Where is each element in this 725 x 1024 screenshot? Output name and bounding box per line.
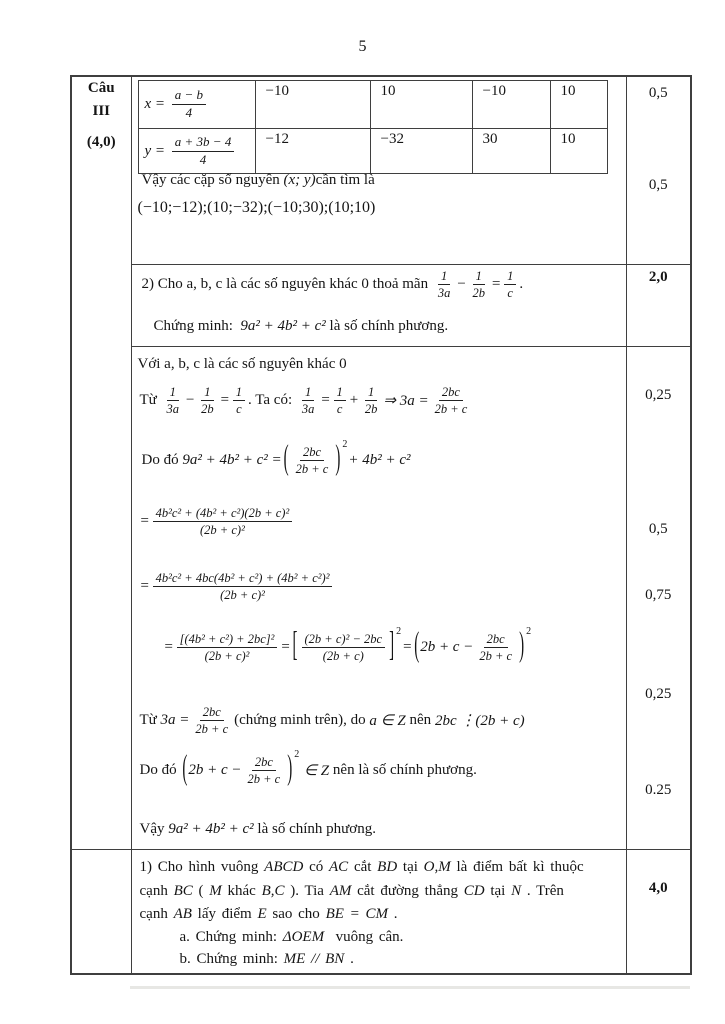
plain-text: vuông cân. — [329, 929, 404, 945]
open-delimiter: ( — [182, 750, 188, 789]
math-text: ΔOEM — [282, 929, 330, 945]
fraction-numerator: 1 — [334, 384, 346, 401]
solution-step-5 — [140, 570, 336, 604]
exponent: 2 — [294, 749, 300, 760]
score-value: 2,0 — [648, 269, 668, 285]
math-text: 2b + c − — [188, 762, 242, 779]
score-value: 0,75 — [645, 587, 672, 603]
bracket-group — [181, 749, 300, 789]
prove-statement-line — [154, 318, 449, 335]
exponent: 2 — [342, 439, 348, 450]
math-text: BD — [377, 859, 403, 875]
fraction-numerator: 1 — [365, 384, 377, 401]
fraction-denominator: (2b + c)² — [200, 523, 245, 538]
fraction — [153, 505, 293, 539]
fraction — [245, 754, 284, 788]
math-text: = — [163, 639, 174, 656]
math-text: E — [257, 906, 273, 922]
plain-text: tại — [402, 859, 424, 875]
plain-text: Vậy các cặp số nguyên — [141, 172, 284, 188]
fraction — [164, 384, 183, 418]
fraction-numerator: 1 — [473, 268, 485, 285]
fraction — [435, 268, 454, 302]
fraction — [192, 704, 231, 738]
plain-text: Vậy — [139, 821, 169, 837]
score-value: 0.25 — [645, 782, 672, 798]
bracket-group — [413, 626, 532, 666]
open-delimiter: ( — [414, 627, 420, 666]
math-text: − — [456, 276, 467, 293]
math-text: y = — [144, 142, 169, 159]
solution-pairs-line — [138, 199, 376, 217]
score-value: 0,5 — [648, 521, 668, 537]
fraction-denominator: 2b + c — [295, 462, 329, 477]
fraction-denominator: 2b — [364, 402, 378, 417]
fraction-denominator: 2b — [201, 402, 214, 417]
fraction — [469, 268, 488, 302]
plain-text: cạnh — [139, 883, 174, 899]
close-delimiter: ) — [335, 440, 341, 479]
fraction-denominator: 4 — [185, 105, 193, 120]
score-cell-row-a — [626, 76, 691, 265]
math-text: 9a² + 4b² + c² — [168, 821, 258, 837]
fraction-denominator: (2b + c)² — [204, 649, 250, 664]
y-value-cell: −32 — [370, 129, 472, 174]
fraction-denominator: 2b — [472, 286, 485, 301]
plain-text: có — [309, 859, 330, 875]
fraction — [334, 384, 346, 418]
geometry-question-line-1 — [140, 856, 584, 878]
plain-text: b. Chứng minh: — [179, 951, 284, 967]
plain-text: . Trên — [526, 883, 564, 899]
table-row — [138, 129, 607, 174]
question-label-line1: Câu — [87, 80, 115, 96]
fraction-numerator: a − b — [172, 87, 206, 105]
x-formula — [145, 81, 255, 128]
plain-text: cần tìm là — [315, 172, 375, 188]
score-cell-row-c — [626, 347, 691, 850]
fraction-denominator: c — [236, 402, 242, 417]
math-text: BE = CM — [325, 906, 394, 922]
fraction — [293, 444, 332, 478]
bracket-group — [292, 626, 402, 666]
open-delimiter: ( — [283, 440, 289, 479]
conclusion-line — [142, 172, 375, 189]
plain-text: (chứng minh trên), do — [234, 712, 370, 729]
plain-text: Từ — [139, 712, 161, 729]
close-delimiter: ) — [287, 750, 293, 789]
plain-text: là điểm bất kì thuộc — [456, 859, 584, 875]
fraction-denominator: (2b + c)² — [220, 588, 265, 603]
question-number-cell-empty — [71, 850, 131, 975]
geometry-question-line-2 — [140, 880, 564, 902]
math-text: + — [348, 392, 359, 409]
answer-table — [70, 75, 692, 975]
math-text: N — [511, 883, 527, 899]
bracket-group — [283, 439, 348, 479]
fraction — [432, 384, 471, 418]
math-text: = — [280, 639, 291, 656]
exponent: 2 — [396, 626, 402, 637]
fraction-denominator: 2b + c — [479, 649, 513, 664]
fraction — [362, 384, 381, 418]
fraction-denominator: 3a — [301, 402, 315, 417]
close-delimiter: ] — [389, 627, 395, 666]
plain-text: nên là số chính phương. — [332, 762, 477, 779]
fraction-denominator: c — [336, 402, 343, 417]
plain-text: Với a, b, c là các số nguyên khác 0 — [137, 356, 347, 372]
math-text: ∈ Z — [300, 763, 333, 780]
math-text: = — [402, 639, 413, 656]
math-text: BC — [173, 883, 199, 899]
fraction-numerator: 1 — [167, 384, 179, 401]
math-text: = — [139, 578, 150, 595]
plain-text: . — [519, 276, 524, 293]
content-cell-row-b — [131, 265, 626, 347]
y-formula — [145, 129, 255, 173]
fraction — [233, 384, 245, 418]
plain-text: nên — [409, 712, 435, 729]
math-text: = — [219, 392, 230, 409]
close-delimiter: ) — [519, 627, 525, 666]
plain-text: cắt — [353, 859, 378, 875]
group-content — [420, 631, 518, 665]
open-delimiter: [ — [292, 627, 298, 666]
scan-artifact-band — [130, 986, 690, 989]
plain-text: là số chính phương. — [325, 318, 449, 334]
geometry-question-line-3 — [140, 903, 398, 925]
table-row — [71, 850, 691, 975]
fraction — [302, 631, 386, 665]
content-cell-row-d — [131, 850, 626, 975]
fraction-numerator: 2bc — [439, 384, 463, 401]
fraction — [476, 631, 515, 665]
plain-text: Chứng minh: — [153, 318, 241, 334]
table-row — [71, 347, 691, 850]
fraction-numerator: 2bc — [300, 444, 324, 461]
plain-text: cạnh — [139, 906, 174, 922]
xy-values-table — [138, 80, 608, 174]
fraction-denominator: 4 — [199, 151, 207, 167]
fraction — [299, 384, 318, 418]
plain-text: (−10;−12);(10;−32);(−10;30);(10;10) — [137, 199, 376, 216]
math-text: = — [320, 392, 331, 409]
y-formula-cell — [138, 129, 255, 174]
plain-text: . — [350, 951, 354, 967]
question-2-line — [142, 268, 524, 302]
plain-text: Do đó — [141, 452, 183, 469]
table-row — [71, 76, 691, 265]
plain-text: là số chính phương. — [257, 821, 376, 837]
score-cell-row-b — [626, 265, 691, 347]
fraction-denominator: 2b + c — [434, 402, 468, 417]
math-text: 9a² + 4b² + c² = — [182, 452, 282, 469]
math-text: 3a = — [160, 712, 190, 729]
math-text: + 4b² + c² — [348, 452, 411, 469]
group-content — [290, 444, 335, 478]
plain-text: ( — [198, 883, 210, 899]
score-cell-row-d — [626, 850, 691, 975]
math-text: AB — [173, 906, 198, 922]
fraction — [172, 87, 206, 122]
fraction — [177, 631, 278, 665]
x-value-cell: 10 — [370, 81, 472, 129]
solution-step-3 — [141, 439, 411, 479]
solution-step-4 — [140, 505, 296, 539]
fraction-numerator: 1 — [302, 384, 314, 401]
question-label-points: (4,0) — [86, 134, 116, 150]
fraction-denominator: 2b + c — [195, 722, 229, 737]
question-number-cell — [71, 76, 131, 850]
table-row — [71, 265, 691, 347]
score-value: 4,0 — [648, 880, 668, 896]
math-text: AM — [329, 883, 358, 899]
plain-text: khác — [227, 883, 262, 899]
plain-text: Từ — [139, 392, 161, 409]
fraction — [504, 268, 516, 302]
math-text: = — [139, 513, 150, 530]
fraction-numerator: 4b²c² + 4bc(4b² + c²) + (4b² + c²)² — [153, 570, 333, 587]
solution-conclusion — [140, 821, 376, 838]
plain-text: 1) Cho hình vuông — [139, 859, 265, 875]
math-text: 2b + c − — [420, 639, 474, 656]
fraction-numerator: 2bc — [252, 754, 276, 771]
plain-text: lấy điểm — [197, 906, 258, 922]
solution-step-1 — [138, 356, 347, 373]
page-number: 5 — [358, 38, 367, 55]
solution-step-8 — [139, 749, 477, 789]
plain-text: . — [393, 906, 398, 922]
fraction-numerator: 2bc — [484, 631, 508, 648]
fraction-denominator: c — [507, 286, 513, 301]
math-text: (x; y) — [283, 172, 316, 188]
math-text: M — [209, 883, 228, 899]
x-value-cell: −10 — [255, 81, 370, 129]
math-text: ME // BN — [283, 951, 351, 967]
y-value-cell: −12 — [255, 129, 370, 174]
plain-text: cắt đường thẳng — [357, 883, 464, 899]
fraction-denominator: (2b + c) — [322, 649, 364, 664]
math-text: B,C — [261, 883, 291, 899]
fraction-denominator: 2b + c — [247, 772, 281, 787]
score-value: 0,5 — [648, 177, 668, 193]
content-cell-row-a — [131, 76, 626, 265]
math-text: 2bc ⋮(2b + c) — [434, 713, 525, 730]
x-formula-cell — [138, 81, 255, 129]
plain-text: . Ta có: — [248, 392, 296, 409]
plain-text: Do đó — [139, 762, 181, 779]
math-text: 9a² + 4b² + c² — [240, 318, 326, 334]
math-text: CD — [463, 883, 491, 899]
score-value: 0,25 — [645, 387, 672, 403]
math-text: = — [490, 276, 502, 293]
fraction-numerator: (2b + c)² − 2bc — [302, 631, 386, 648]
group-content — [299, 631, 389, 665]
fraction — [172, 134, 235, 169]
geometry-question-part-a — [180, 926, 404, 948]
plain-text: tại — [490, 883, 512, 899]
plain-text: a. Chứng minh: — [179, 929, 283, 945]
fraction-denominator: 3a — [166, 402, 180, 417]
fraction — [198, 384, 217, 418]
math-text: ABCD — [264, 859, 310, 875]
content-cell-row-c — [131, 347, 626, 850]
math-text: x = — [144, 96, 169, 112]
x-value-cell: 10 — [550, 81, 607, 129]
geometry-question-part-b — [180, 948, 354, 970]
plain-text: sao cho — [272, 906, 326, 922]
fraction-numerator: 1 — [201, 384, 213, 401]
fraction-denominator: 3a — [437, 286, 451, 301]
x-value-cell: −10 — [472, 81, 550, 129]
plain-text: 2) Cho a, b, c là các số nguyên khác 0 thoả mãn — [141, 276, 432, 293]
exponent: 2 — [526, 626, 532, 637]
group-content — [188, 754, 286, 788]
solution-step-7 — [140, 704, 525, 738]
fraction-numerator: 4b²c² + (4b² + c²)(2b + c)² — [153, 505, 293, 522]
fraction-numerator: 1 — [438, 268, 450, 285]
table-row — [138, 81, 607, 129]
fraction-numerator: 1 — [233, 384, 245, 401]
plain-text: ). Tia — [290, 883, 330, 899]
solution-step-6 — [163, 626, 533, 666]
score-value: 0,25 — [645, 686, 672, 702]
math-text: a ∈ Z — [369, 713, 410, 730]
fraction — [153, 570, 333, 604]
math-text: O,M — [423, 859, 457, 875]
question-label-line2: III — [92, 102, 110, 119]
fraction-numerator: [(4b² + c²) + 2bc]² — [177, 631, 278, 648]
y-value-cell: 10 — [550, 129, 607, 174]
fraction-numerator: a + 3b − 4 — [172, 134, 235, 152]
y-value-cell: 30 — [472, 129, 550, 174]
fraction-numerator: 2bc — [200, 704, 224, 721]
math-text: ⇒ 3a = — [383, 393, 429, 410]
fraction-numerator: 1 — [504, 268, 516, 285]
solution-step-2 — [140, 384, 474, 418]
math-text: − — [185, 392, 196, 409]
score-value: 0,5 — [648, 85, 668, 101]
math-text: AC — [329, 859, 354, 875]
